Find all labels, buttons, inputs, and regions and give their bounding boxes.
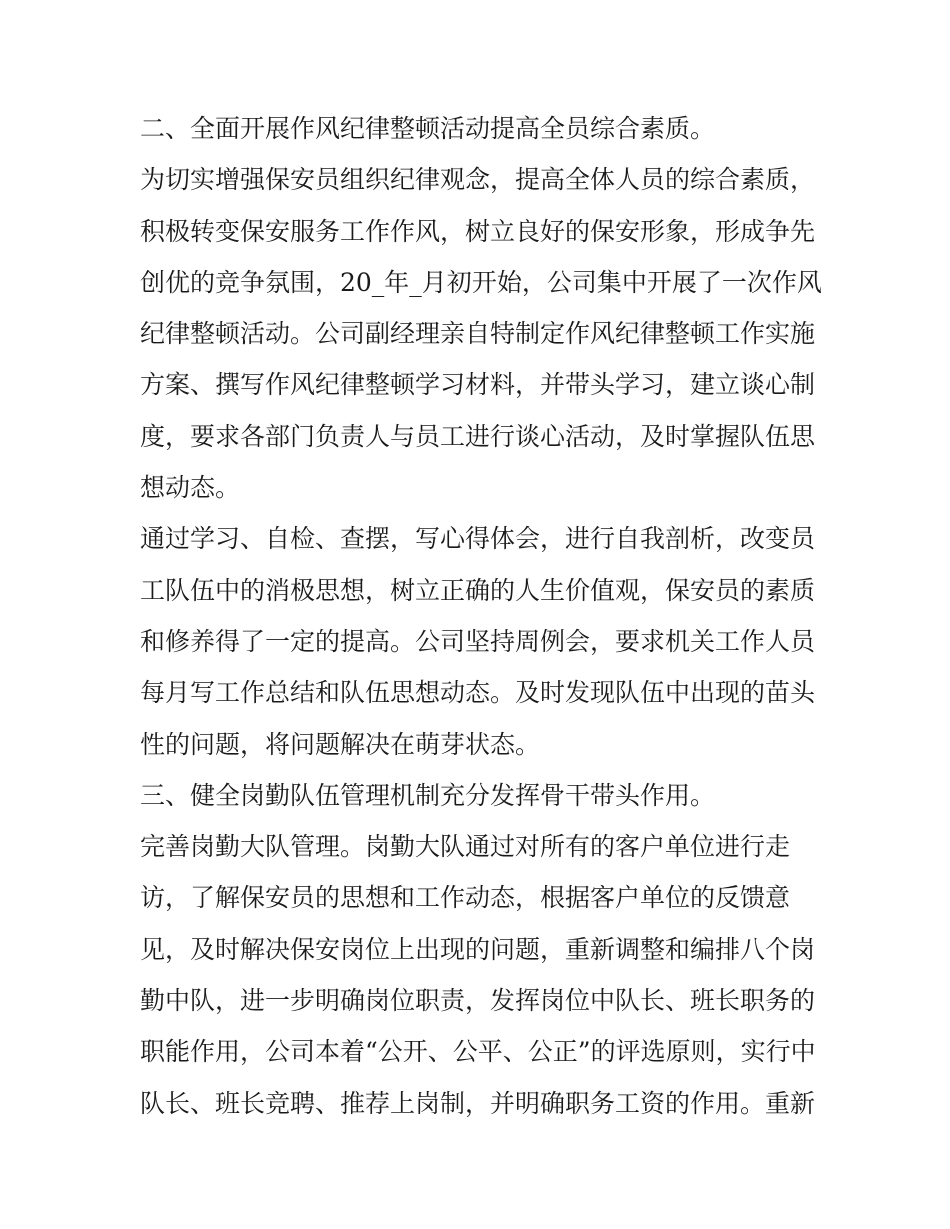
- paragraph-line: 职能作用，公司本着“公开、公平、公正”的评选原则，实行中: [140, 1037, 816, 1067]
- paragraph-line: 队长、班长竞聘、推荐上岗制，并明确职务工资的作用。重新: [140, 1088, 816, 1118]
- paragraph-line: 创优的竞争氛围，20_年_月初开始，公司集中开展了一次作风: [140, 267, 822, 297]
- paragraph-line: 纪律整顿活动。公司副经理亲自特制定作风纪律整顿工作实施: [140, 319, 816, 349]
- paragraph-line: 性的问题，将问题解决在萌芽状态。: [140, 729, 541, 759]
- paragraph-line: 勤中队，进一步明确岗位职责，发挥岗位中队长、班长职务的: [140, 986, 816, 1016]
- paragraph-line: 见，及时解决保安岗位上出现的问题，重新调整和编排八个岗: [140, 934, 816, 964]
- paragraph-line: 每月写工作总结和队伍思想动态。及时发现队伍中出现的苗头: [140, 678, 816, 708]
- section-heading-2: 二、全面开展作风纪律整顿活动提高全员综合素质。: [140, 114, 716, 143]
- paragraph-line: 方案、撰写作风纪律整顿学习材料，并带头学习，建立谈心制: [140, 370, 816, 400]
- paragraph-line: 完善岗勤大队管理。岗勤大队通过对所有的客户单位进行走: [140, 832, 791, 862]
- paragraph-line: 想动态。: [140, 473, 241, 503]
- paragraph-line: 通过学习、自检、查摆，写心得体会，进行自我剖析，改变员: [140, 524, 816, 554]
- paragraph-line: 积极转变保安服务工作作风，树立良好的保安形象，形成争先: [140, 216, 816, 246]
- paragraph-line: 工队伍中的消极思想，树立正确的人生价值观，保安员的素质: [140, 575, 816, 605]
- paragraph-line: 和修养得了一定的提高。公司坚持周例会，要求机关工作人员: [140, 626, 816, 656]
- document-body: [140, 103, 820, 1129]
- paragraph-line: 为切实增强保安员组织纪律观念，提高全体人员的综合素质，: [140, 165, 816, 195]
- paragraph-line: 访，了解保安员的思想和工作动态，根据客户单位的反馈意: [140, 883, 791, 913]
- section-heading-3: 三、健全岗勤队伍管理机制充分发挥骨干带头作用。: [140, 780, 716, 810]
- paragraph-line: 度，要求各部门负责人与员工进行谈心活动，及时掌握队伍思: [140, 421, 816, 451]
